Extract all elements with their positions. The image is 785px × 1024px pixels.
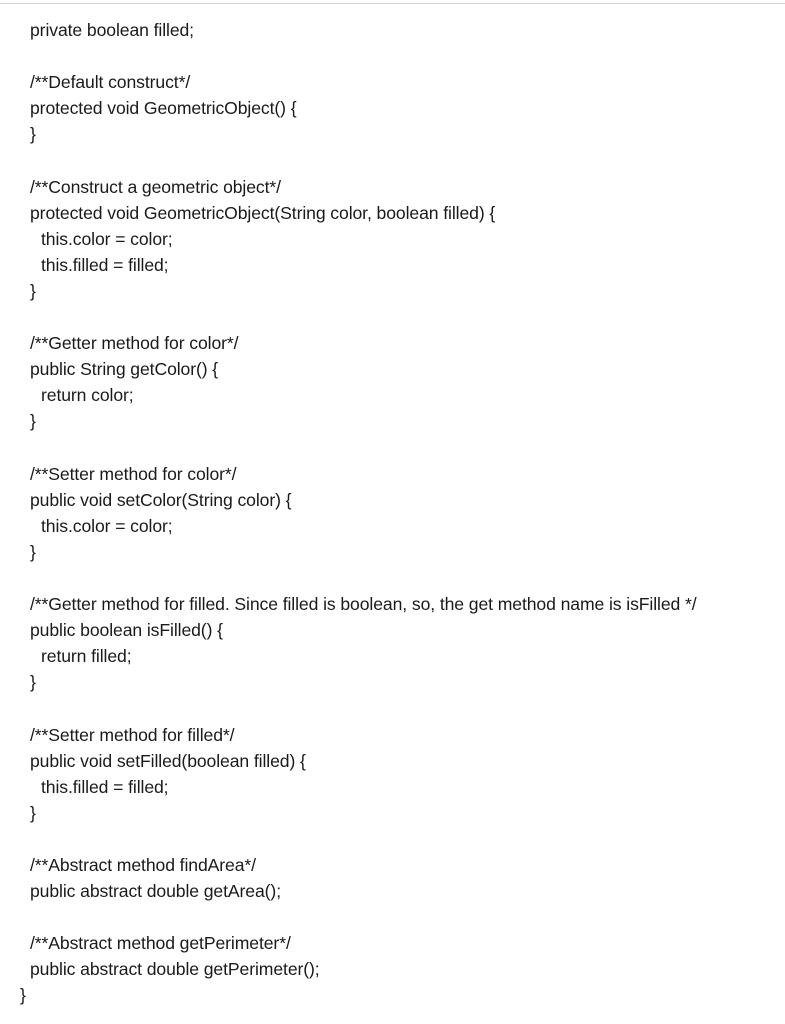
code-line: } <box>30 802 36 823</box>
blank-line <box>0 43 785 69</box>
code-line: public void setColor(String color) { <box>30 489 292 510</box>
code-line: } <box>30 672 36 693</box>
code-line: this.filled = filled; <box>41 776 169 797</box>
code-line: /**Construct a geometric object*/ <box>30 176 281 197</box>
code-listing <box>0 17 785 1009</box>
blank-line <box>0 435 785 461</box>
code-line: } <box>30 124 36 145</box>
code-line: } <box>30 541 36 562</box>
code-line: public boolean isFilled() { <box>30 620 223 641</box>
blank-line <box>0 147 785 173</box>
code-line: } <box>20 985 26 1006</box>
code-line: return color; <box>41 385 134 406</box>
code-line: /**Abstract method findArea*/ <box>30 855 256 875</box>
code-line: this.color = color; <box>41 228 173 249</box>
code-line: this.color = color; <box>41 515 173 536</box>
code-line: /**Setter method for color*/ <box>30 463 237 484</box>
code-line: public String getColor() { <box>30 359 219 380</box>
code-line: /**Getter method for color*/ <box>30 333 239 354</box>
code-line: } <box>30 411 36 432</box>
code-line: public abstract double getPerimeter(); <box>30 959 320 980</box>
code-line: public void setFilled(boolean filled) { <box>30 750 306 771</box>
top-divider <box>0 3 785 4</box>
code-line: /**Abstract method getPerimeter*/ <box>30 933 291 954</box>
blank-line <box>0 565 785 591</box>
blank-line <box>0 304 785 330</box>
code-line: return filled; <box>41 646 132 667</box>
code-line: /**Default construct*/ <box>30 72 191 93</box>
code-line: private boolean filled; <box>30 20 194 40</box>
blank-line <box>0 904 785 930</box>
code-line: this.filled = filled; <box>41 254 169 275</box>
blank-line <box>0 695 785 721</box>
blank-line <box>0 826 785 852</box>
code-line: /**Setter method for filled*/ <box>30 724 235 745</box>
code-line: public abstract double getArea(); <box>30 881 281 902</box>
code-line: /**Getter method for filled. Since filled is boolean, so, the get method name is isFilled */ <box>30 594 697 615</box>
code-line: protected void GeometricObject(String color, boolean filled) { <box>30 202 496 223</box>
code-line: } <box>30 280 36 301</box>
code-line: protected void GeometricObject() { <box>30 98 297 119</box>
